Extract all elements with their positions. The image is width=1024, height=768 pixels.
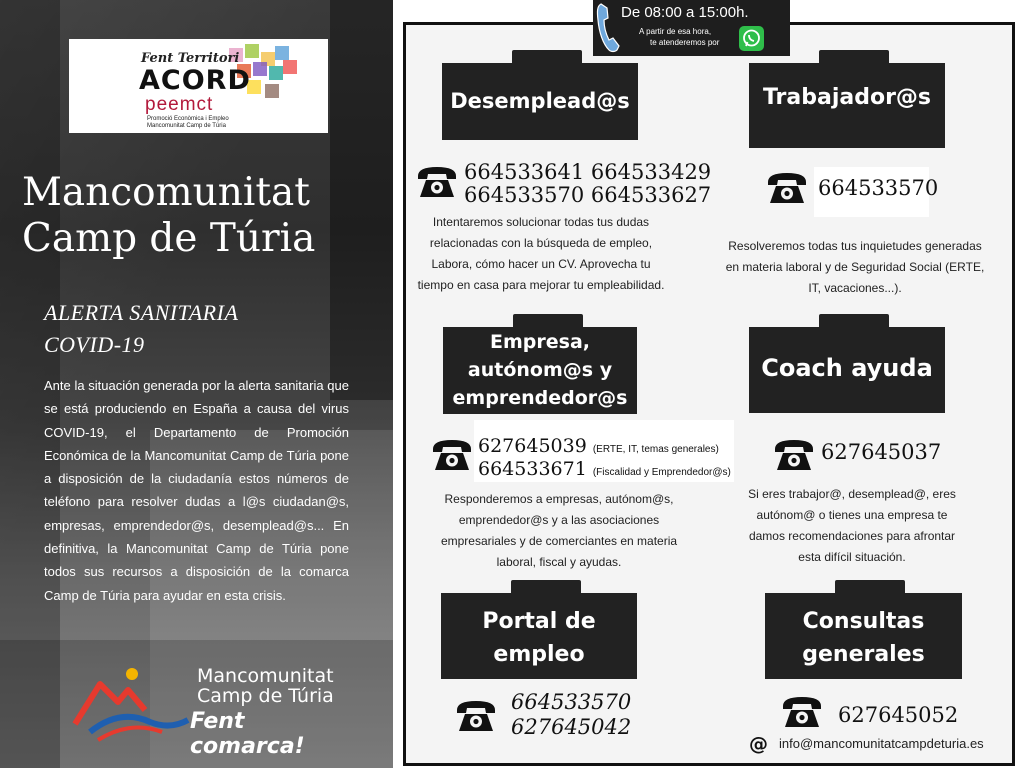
hours-banner — [593, 0, 790, 56]
phone-note: (Fiscalidad y Emprendedor@s) — [592, 467, 731, 478]
hours-note: A partir de esa hora, — [639, 27, 712, 36]
telephone-icon — [781, 694, 823, 730]
hours-text: De 08:00 a 15:00h. — [621, 4, 749, 21]
phone-number: 627645037 — [821, 440, 942, 464]
phone-number-value: 627645039 — [478, 435, 587, 457]
title-line: Mancomunitat — [22, 170, 310, 215]
folder-tab — [513, 314, 583, 328]
phone-note: (ERTE, IT, temas generales) — [592, 444, 719, 455]
section-desempleados-label — [442, 63, 638, 140]
section-title-line: autónom@s y — [467, 359, 613, 381]
section-description: Resolveremos todas tus inquietudes generadas en materia laboral y de Seguridad Social (ERTE, IT, vacaciones...). — [725, 239, 985, 295]
phone-number — [478, 435, 719, 457]
section-title: Desemplead@s — [450, 89, 630, 113]
phone-number: 627645052 — [838, 703, 959, 727]
logo-name: Camp de Túria — [197, 685, 334, 707]
section-title-line: emprendedor@s — [452, 387, 628, 409]
telephone-icon — [773, 437, 815, 473]
section-title — [765, 605, 962, 671]
at-sign-icon: @ — [749, 733, 768, 755]
telephone-icon — [431, 437, 473, 473]
logo-top-text: Fent Territori — [141, 51, 240, 66]
section-coach-label — [749, 327, 945, 413]
title-line: Camp de Túria — [22, 216, 316, 261]
folder-tab — [835, 580, 905, 594]
whatsapp-icon[interactable] — [739, 26, 764, 51]
section-description: Intentaremos solucionar todas tus dudas relacionadas con la búsqueda de empleo, Labora, cómo hacer un CV. Aprovecha tu tiempo en casa para mejorar tu empleabilidad. — [417, 215, 665, 292]
logo-peemct-text: peemct — [145, 94, 214, 115]
section-title — [441, 605, 637, 671]
email-link[interactable]: info@mancomunitatcampdeturia.es — [779, 736, 984, 751]
hours-note: te atenderemos por — [650, 38, 720, 47]
folder-tab — [819, 314, 889, 328]
logo-subtitle: Promoció Econòmica i Empleo — [147, 116, 229, 122]
section-title: Trabajador@s — [762, 85, 932, 110]
mancomunitat-logo — [70, 662, 360, 759]
folder-tab — [512, 50, 582, 64]
section-description: Si eres trabajor@, desemplead@, eres autónom@ o tienes una empresa te damos recomendaciones para afrontar esta difícil situación. — [748, 487, 956, 564]
phone-handset-icon — [595, 2, 621, 54]
phone-number: 664533570 — [818, 176, 939, 200]
phone-number: 627645042 — [511, 715, 632, 739]
telephone-icon — [766, 170, 808, 206]
section-consultas-label — [765, 593, 962, 679]
logo-acord-text: ACORD — [139, 65, 251, 96]
alert-heading — [44, 297, 344, 361]
left-panel — [0, 0, 393, 768]
section-empresa-label — [443, 327, 637, 414]
section-title-line: empleo — [493, 642, 585, 667]
description-text: Ante la situación generada por la alerta sanitaria que se está produciendo en España a causa del virus COVID-19, el Departamento de Promoción Económica de la Mancomunitat Camp de Túria pone a disposición de la ciudadanía estos números de teléfono para resolver dudas a l@s ciudadan@s, empresas, emprendedor@s, desemplead@s... En definitiva, la Mancomunitat Camp de Túria pone todos sus recursos a disposición de la comarca Camp de Túria para ayudar en esta crisis. — [44, 378, 349, 603]
alert-line: ALERTA SANITARIA — [44, 300, 239, 325]
page-title — [22, 170, 382, 262]
section-title-line: Portal de — [482, 609, 596, 634]
logo-subtitle: Mancomunitat Camp de Túria — [147, 123, 226, 129]
section-description: Responderemos a empresas, autónom@s, emprendedor@s y a las asociaciones empresariales y de comerciantes en materia laboral, fiscal y ayudas. — [440, 492, 678, 569]
section-title-line: generales — [802, 642, 925, 667]
phone-number: 664533570 664533627 — [464, 183, 712, 207]
phone-number: 664533641 664533429 — [464, 160, 712, 184]
folder-tab — [511, 580, 581, 594]
section-title-line: Empresa, — [490, 331, 590, 353]
folder-tab — [819, 50, 889, 64]
phone-number: 664533570 — [511, 690, 632, 714]
section-portal-label — [441, 593, 637, 679]
section-title — [443, 328, 637, 412]
telephone-icon — [455, 698, 497, 734]
phone-number — [478, 458, 731, 480]
logo-name: Mancomunitat — [197, 665, 334, 687]
phone-number-value: 664533671 — [478, 458, 587, 480]
section-title: Coach ayuda — [761, 354, 933, 382]
section-title-line: Consultas — [802, 609, 925, 634]
section-trabajadores-label — [749, 63, 945, 148]
mountain-logo-icon — [70, 662, 195, 742]
telephone-icon — [416, 164, 458, 200]
logo-slogan: Fent comarca! — [190, 709, 305, 759]
acord-logo — [69, 39, 328, 133]
alert-line: COVID-19 — [44, 332, 145, 357]
